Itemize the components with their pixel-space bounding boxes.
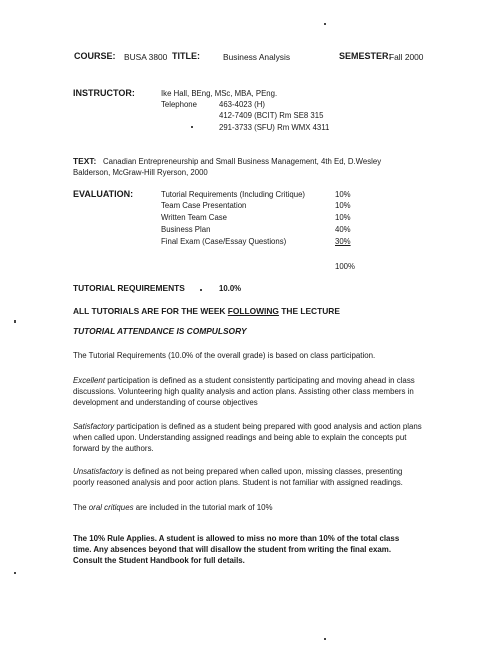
tutorial-requirements-value: 10.0% — [219, 284, 242, 293]
evaluation-pct: 10% — [335, 190, 351, 199]
tutorial-week-notice: ALL TUTORIALS ARE FOR THE WEEK FOLLOWING THE LECTURE — [73, 306, 340, 316]
text-line-2: Balderson, McGraw-Hill Ryerson, 2000 — [73, 168, 208, 177]
scan-speck — [324, 638, 326, 640]
evaluation-pct: 10% — [335, 201, 351, 210]
evaluation-pct: 30% — [335, 237, 351, 246]
attendance-notice: TUTORIAL ATTENDANCE IS COMPULSORY — [73, 326, 247, 336]
course-value: BUSA 3800 — [124, 52, 168, 62]
evaluation-total: 100% — [335, 262, 355, 271]
unsatisfactory-paragraph: Unsatisfactory is defined as not being prepared when called upon, missing classes, presenting poorly reasoned analysis and poor action plans. Student is not familiar with assigned readings. — [73, 467, 403, 487]
text-line-1: Canadian Entrepreneurship and Small Business Management, 4th Ed, D.Wesley — [103, 157, 382, 166]
evaluation-pct: 10% — [335, 213, 351, 222]
satisfactory-paragraph: Satisfactory participation is defined as a student being prepared with good analysis and action plans when called upon. Understanding assigned readings and being able to explain the concepts put forward by the authors. — [73, 422, 422, 453]
telephone-label: Telephone — [161, 100, 197, 109]
phone-sfu: 291-3733 (SFU) Rm WMX 4311 — [219, 123, 330, 132]
evaluation-item: Written Team Case — [161, 213, 228, 222]
text-label: TEXT: — [73, 156, 97, 166]
scan-speck — [14, 572, 16, 574]
evaluation-item: Tutorial Requirements (Including Critique) — [161, 190, 306, 199]
tutorial-requirements-label: TUTORIAL REQUIREMENTS — [73, 283, 185, 293]
title-value: Business Analysis — [223, 52, 291, 62]
scan-speck — [191, 126, 193, 128]
scan-speck — [200, 289, 202, 291]
excellent-paragraph: Excellent participation is defined as a student consistently participating and moving ahead in class discussions. Volunteering high quality analysis and action plans. Assisting other class members in development and understanding of course objectives — [73, 376, 415, 407]
ten-percent-rule: The 10% Rule Applies. A student is allowed to miss no more than 10% of the total class time. Any absences beyond that will disallow the student from writing the final exam. Consult the Student Handbook for full details. — [73, 534, 400, 565]
evaluation-pct: 40% — [335, 225, 351, 234]
participation-intro: The Tutorial Requirements (10.0% of the overall grade) is based on class participation. — [73, 351, 376, 360]
instructor-label: INSTRUCTOR: — [73, 88, 135, 98]
evaluation-item: Business Plan — [161, 225, 211, 234]
semester-label: SEMESTER: — [339, 51, 392, 61]
evaluation-item: Final Exam (Case/Essay Questions) — [161, 237, 287, 246]
phone-home: 463-4023 (H) — [219, 100, 265, 109]
course-label: COURSE: — [74, 51, 116, 61]
phone-bcit: 412-7409 (BCIT) Rm SE8 315 — [219, 111, 324, 120]
instructor-name: Ike Hall, BEng, MSc, MBA, PEng. — [161, 89, 278, 98]
scan-speck — [14, 320, 16, 323]
title-label: TITLE: — [172, 51, 200, 61]
evaluation-item: Team Case Presentation — [161, 201, 247, 210]
oral-critiques-paragraph: The oral critiques are included in the tutorial mark of 10% — [73, 503, 273, 512]
scan-speck — [324, 23, 326, 25]
evaluation-label: EVALUATION: — [73, 189, 134, 199]
semester-value: Fall 2000 — [389, 52, 424, 62]
